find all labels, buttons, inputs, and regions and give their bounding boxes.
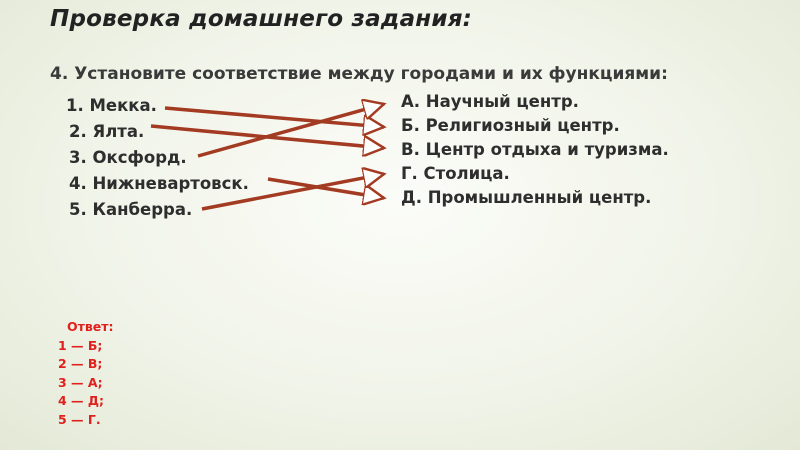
city-item: 2. Ялта. (69, 122, 145, 141)
city-item: 4. Нижневартовск. (69, 174, 249, 193)
city-item: 5. Канберра. (69, 200, 193, 219)
function-item: Д. Промышленный центр. (401, 188, 652, 207)
function-item: Б. Религиозный центр. (401, 116, 620, 135)
answer-line: 3 — А; (58, 374, 103, 390)
arrow-mecca-to-religious (165, 108, 384, 127)
answer-line: 2 — В; (58, 356, 103, 371)
city-item: 1. Мекка. (66, 96, 157, 115)
answer-line: 4 — Д; (58, 393, 105, 408)
task-text: 4. Установите соответствие между городами и их функциями: (50, 64, 668, 84)
slide-title: Проверка домашнего задания: (50, 6, 473, 32)
answer-line: 1 — Б; (58, 337, 103, 353)
city-item: 3. Оксфорд. (69, 148, 187, 167)
arrow-nizhnevartovsk-to-industrial (268, 179, 384, 198)
arrow-canberra-to-capital (202, 174, 384, 209)
function-item: Г. Столица. (401, 164, 510, 183)
function-item: А. Научный центр. (401, 92, 579, 111)
answer-line: 5 — Г. (58, 411, 101, 427)
answer-title: Ответ: (67, 319, 114, 334)
answer-block (58, 318, 114, 429)
function-item: В. Центр отдыха и туризма. (401, 140, 669, 159)
